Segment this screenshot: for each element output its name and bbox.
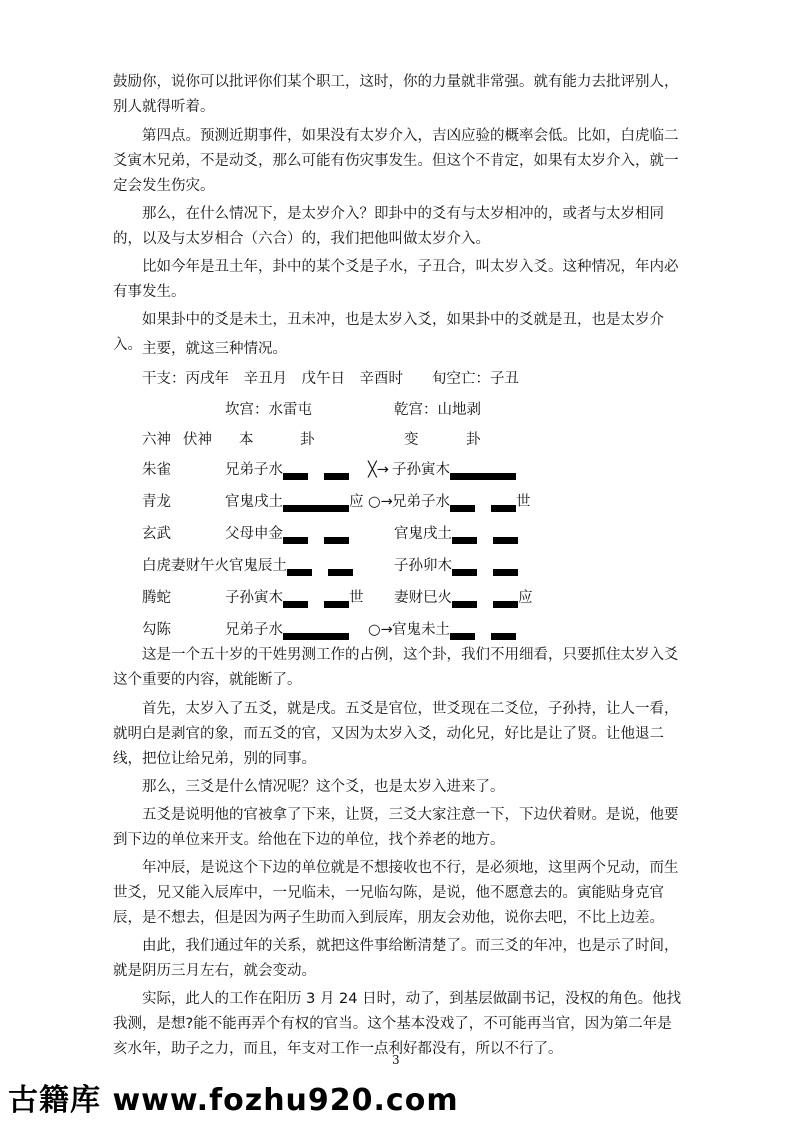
paragraph-7: 这是一个五十岁的干姓男测工作的占例，这个卦，我们不用细看，只要抓住太岁入爻这个重要的内容，就能断了。 <box>113 647 679 688</box>
liushen-label: 朱雀 <box>142 462 171 478</box>
paragraph-5: 如果卦中的爻是未土，丑未冲，也是太岁入爻，如果卦中的爻就是丑，也是太岁介入。 <box>113 312 664 353</box>
moving-yao-mark: ○→ <box>368 494 393 510</box>
moving-yao-mark: ╳→ <box>368 462 389 478</box>
moving-yao-mark: ○→ <box>368 622 393 638</box>
header-fushen: 伏神 <box>183 432 212 448</box>
bian-yao-line <box>450 633 516 640</box>
bian-yao-label: 兄弟子水 <box>392 494 450 510</box>
paragraph-10: 五爻是说明他的官被拿了下来，让贤，三爻大家注意一下，下边伏着财。是说，他要到下边的单位来开支。给他在下边的单位，找个养老的地方。 <box>113 807 679 848</box>
paragraph-1: 鼓励你，说你可以批评你们某个职工，这时，你的力量就非常强。就有能力去批评别人，别人就得听着。 <box>113 74 679 115</box>
header-liushen: 六神 <box>142 432 171 448</box>
ben-yao-label: 兄弟子水 <box>225 462 283 478</box>
page-number: 3 <box>392 1053 400 1067</box>
ben-yao-label: 兄弟子水 <box>225 622 283 638</box>
ben-yao-label: 父母申金 <box>225 526 283 542</box>
header-gua-2: 卦 <box>466 432 481 448</box>
paragraph-2: 第四点。预测近期事件，如果没有太岁介入，吉凶应验的概率会低。比如，白虎临二爻寅木兄弟，不是动爻，那么可能有伤灾事发生。但这个不肯定，如果有太岁介入，就一定会发生伤灾。 <box>113 128 679 194</box>
bian-yao-line-wrap <box>452 562 518 581</box>
bian-yao-label: 子孙卯木 <box>394 558 452 574</box>
ben-yao-line <box>283 505 349 512</box>
ben-yao-label: 妻财午火官鬼辰土 <box>171 558 287 574</box>
paragraph-3: 那么，在什么情况下，是太岁介入？即卦中的爻有与太岁相冲的，或者与太岁相同的，以及与太岁相合（六合）的，我们把他叫做太岁介入。 <box>113 206 664 247</box>
ben-yao-line-wrap <box>287 562 353 581</box>
ben-yao-line-wrap <box>283 530 349 549</box>
header-ben: 本 <box>239 432 254 448</box>
ben-yao-line <box>287 569 353 576</box>
liushen-label: 勾陈 <box>142 622 171 638</box>
bian-yao-line-wrap <box>452 594 518 613</box>
paragraph-13: 实际，此人的工作在阳历 3 月 24 日时，动了，到基层做副书记，没权的角色。他找我测，是想?能不能再弄个有权的官当。这个基本没戏了，不可能再当官，因为第二年是亥水年，助子之力，而且，年支对工作一点利好都没有，所以不行了。 <box>113 991 682 1057</box>
header-bian: 变 <box>404 432 419 448</box>
shi-ying-mark: 应 <box>518 590 533 606</box>
shi-ying-mark: 应 <box>349 494 364 510</box>
bian-yao-label: 官鬼未土 <box>392 622 450 638</box>
liushen-label: 腾蛇 <box>142 590 171 606</box>
ben-yao-line <box>283 633 349 640</box>
bian-yao-line-wrap <box>452 530 518 549</box>
bian-yao-line <box>450 473 516 480</box>
liushen-label: 白虎 <box>142 558 171 574</box>
bian-yao-label: 子孙寅木 <box>392 462 450 478</box>
ben-yao-line-wrap <box>283 466 349 485</box>
bian-yao-line <box>452 537 518 544</box>
bian-yao-line <box>452 569 518 576</box>
ben-yao-line-wrap <box>283 594 349 613</box>
ben-yao-label: 子孙寅木 <box>225 590 283 606</box>
shi-ying-mark: 世 <box>516 494 531 510</box>
bian-yao-line-wrap <box>450 466 516 485</box>
bian-yao-label: 妻财巳火 <box>394 590 452 606</box>
liushen-label: 青龙 <box>142 494 171 510</box>
ganzhi-line: 干支：丙戌年 辛丑月 戊午日 辛酉时 旬空亡：子丑 <box>142 371 519 387</box>
header-gua-1: 卦 <box>300 432 315 448</box>
paragraph-6: 主要，就这三种情况。 <box>142 341 287 357</box>
paragraph-12: 由此，我们通过年的关系，就把这件事给断清楚了。而三爻的年冲，也是示了时间，就是阴历三月左右，就会变动。 <box>113 938 679 979</box>
right-palace: 乾宫：山地剥 <box>394 402 481 418</box>
ben-yao-line <box>283 537 349 544</box>
bian-yao-line <box>450 505 516 512</box>
ben-yao-line <box>283 473 349 480</box>
paragraph-11: 年冲辰，是说这个下边的单位就是不想接收也不行，是必须地，这里两个兄动，而生世爻，兄又能入辰库中，一兄临未，一兄临勾陈，是说，他不愿意去的。寅能贴身克官辰，是不想去，但是因为两子生助而入到辰库，朋友会劝他，说你去吧，不比上边差。 <box>113 860 679 926</box>
watermark-banner: 古籍库 www.fozhu920.com <box>8 1083 459 1118</box>
ben-yao-line-wrap <box>283 498 349 517</box>
liushen-label: 玄武 <box>142 526 171 542</box>
bian-yao-line-wrap <box>450 498 516 517</box>
bian-yao-line <box>452 601 518 608</box>
paragraph-8: 首先，太岁入了五爻，就是戌。五爻是官位，世爻现在二爻位，子孙持，让人一看，就明白是剥官的象，而五爻的官，又因为太岁入爻，动化兄，好比是让了贤。让他退二线，把位让给兄弟，别的同事。 <box>113 701 679 767</box>
shi-ying-mark: 世 <box>349 590 364 606</box>
paragraph-9: 那么，三爻是什么情况呢？这个爻，也是太岁入进来了。 <box>142 779 505 795</box>
ben-yao-line <box>283 601 349 608</box>
left-palace: 坎宫：水雷屯 <box>225 402 312 418</box>
bian-yao-label: 官鬼戌土 <box>394 526 452 542</box>
ben-yao-label: 官鬼戌土 <box>225 494 283 510</box>
paragraph-4: 比如今年是丑土年，卦中的某个爻是子水，子丑合，叫太岁入爻。这种情况，年内必有事发生。 <box>113 259 679 300</box>
